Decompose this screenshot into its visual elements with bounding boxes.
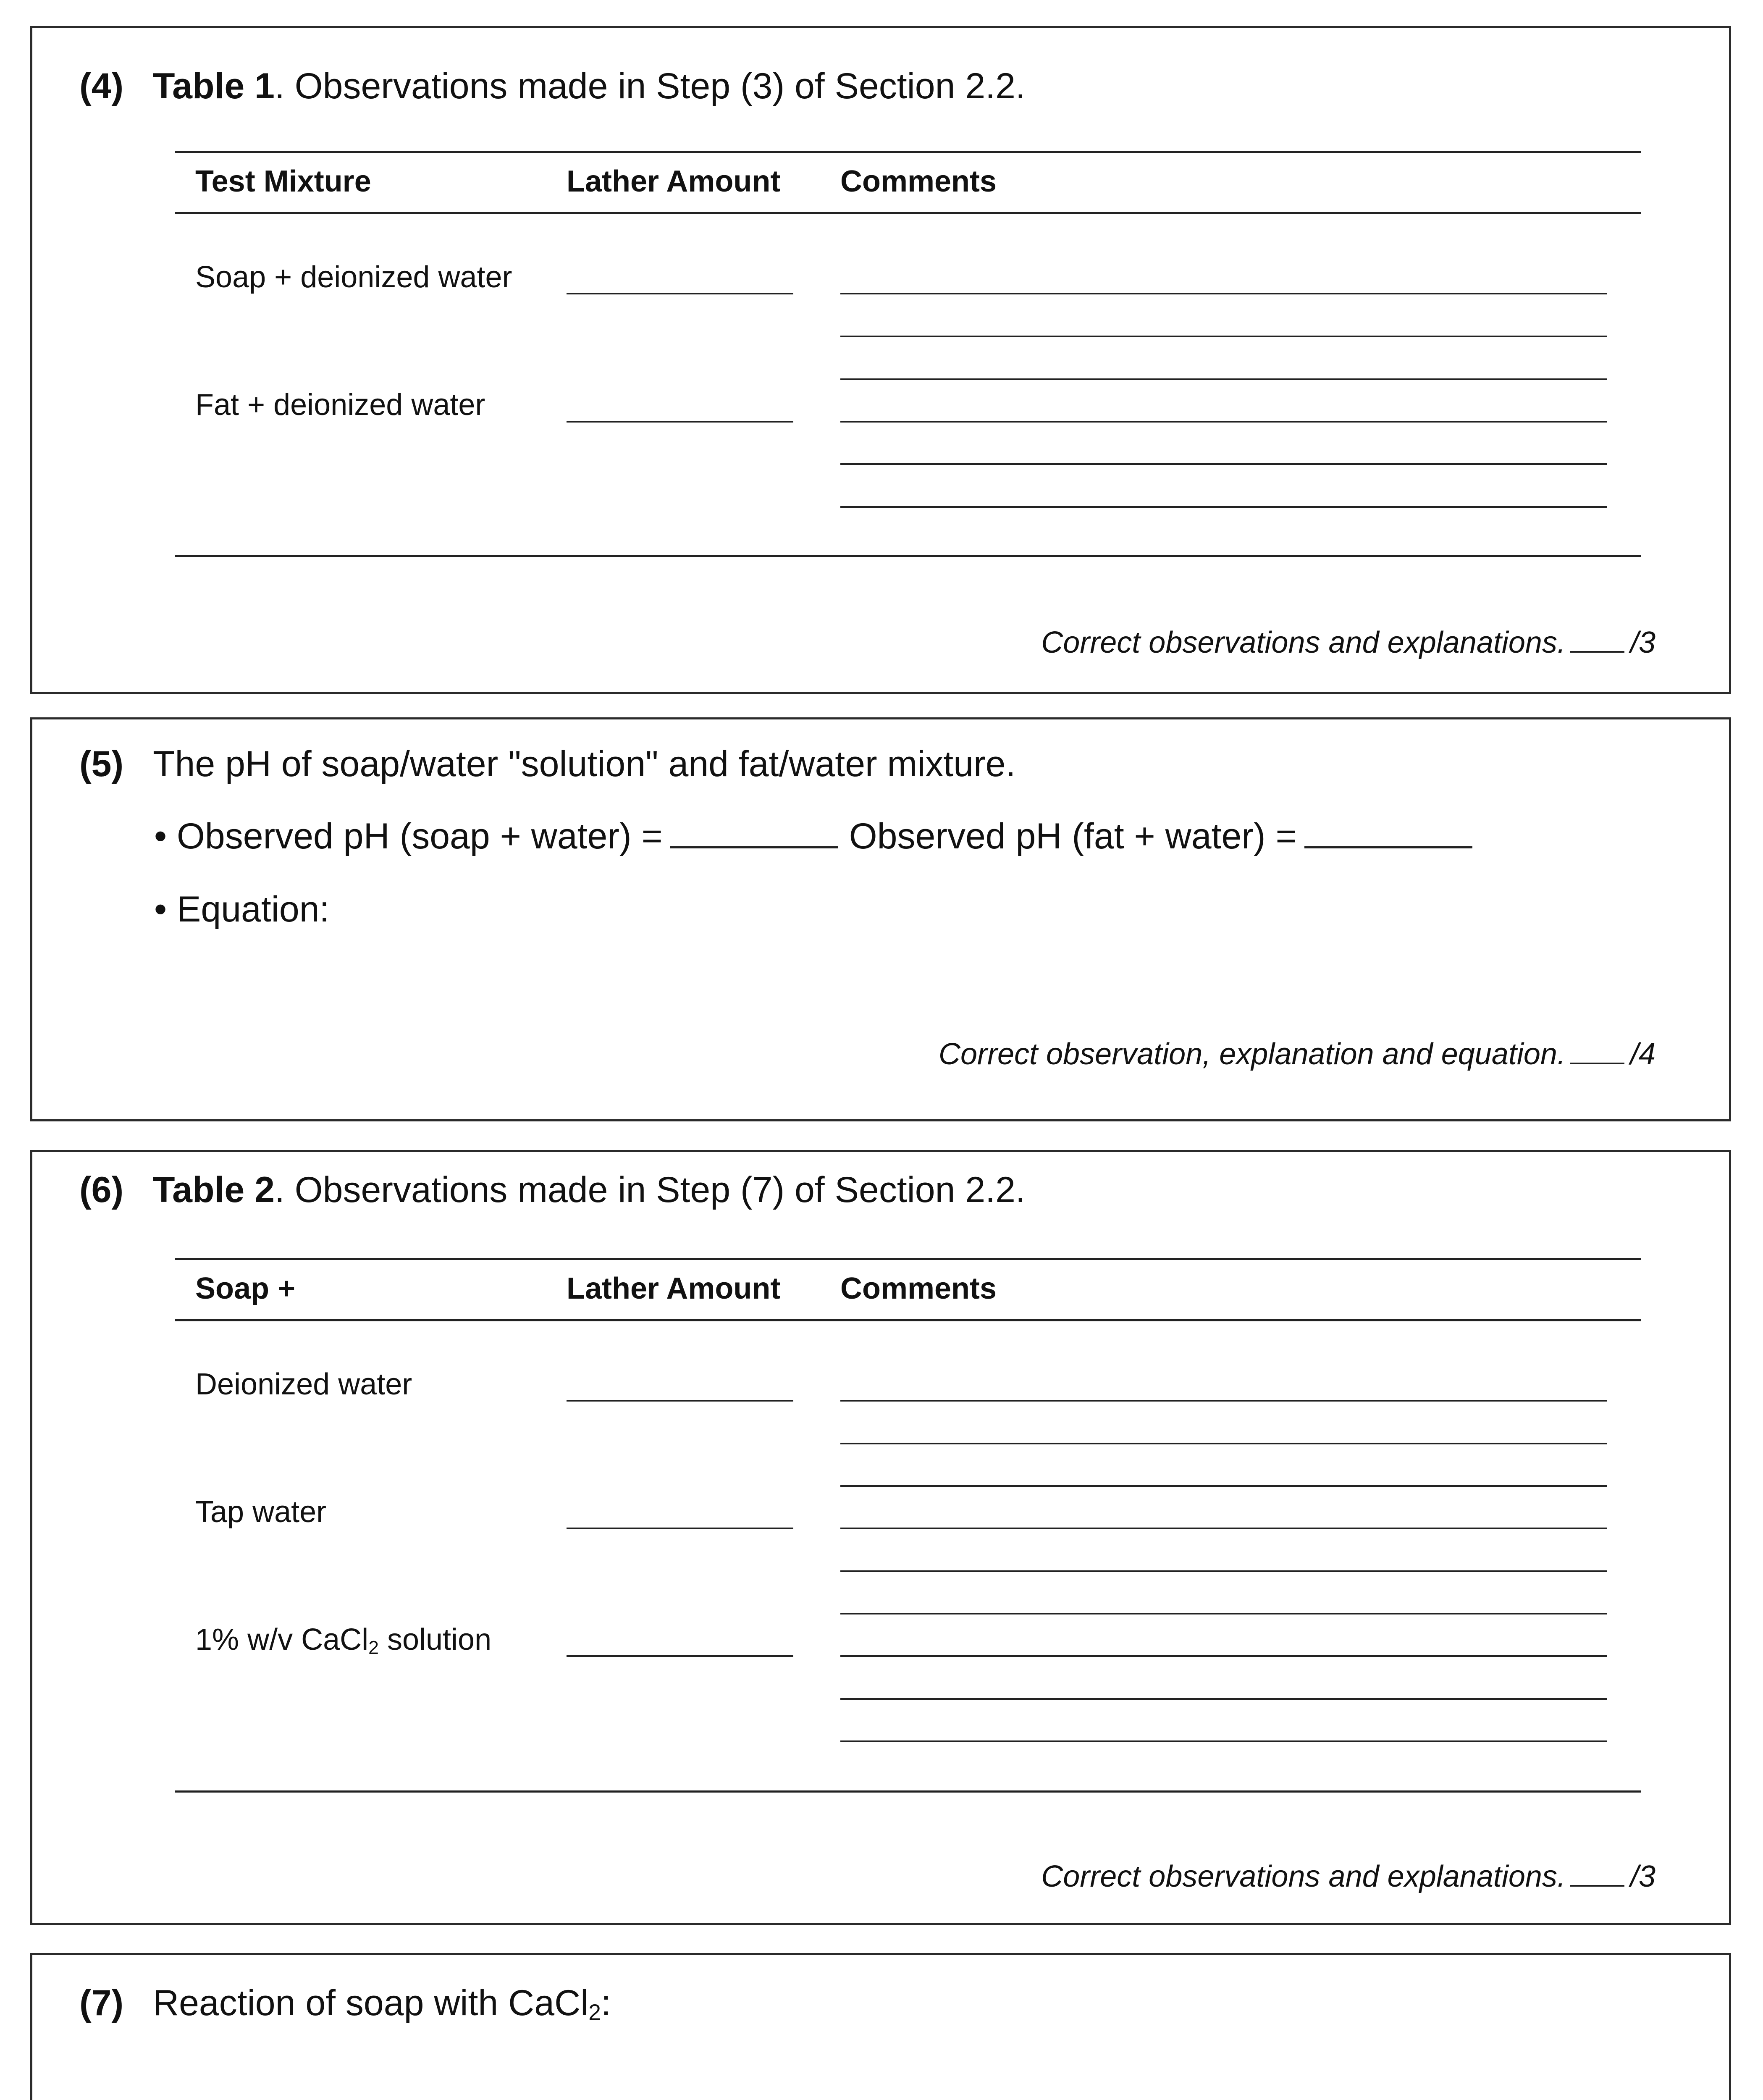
table-top-rule <box>175 1258 1641 1260</box>
comment-line[interactable] <box>840 336 1607 337</box>
ph-soap-blank[interactable] <box>670 817 838 848</box>
score-max: /3 <box>1630 1860 1655 1893</box>
row-label-fat-water: Fat + deionized water <box>195 388 485 422</box>
column-header-comments: Comments <box>840 165 997 198</box>
comment-line[interactable] <box>840 1400 1607 1402</box>
question-7-heading <box>79 1982 611 2024</box>
table-header-rule <box>175 212 1641 214</box>
comment-line[interactable] <box>840 1740 1607 1742</box>
equation-line <box>154 888 329 930</box>
score-blank[interactable] <box>1570 1037 1624 1064</box>
comment-line[interactable] <box>840 1698 1607 1700</box>
table-label: Table 1 <box>153 66 275 106</box>
score-line <box>1041 624 1655 662</box>
table-bottom-rule <box>175 1790 1641 1793</box>
row-label-cacl2-solution: 1% w/v CaCl$_2$ solution <box>195 1623 492 1658</box>
comment-line[interactable] <box>840 1613 1607 1614</box>
lather-amount-blank[interactable] <box>567 1655 793 1657</box>
question-title: The pH of soap/water "solution" and fat/water mixture. <box>153 744 1016 784</box>
table-label: Table 2 <box>153 1170 275 1210</box>
equation-label: Equation: <box>177 889 330 929</box>
bullet: • <box>154 816 167 856</box>
ph-soap-label: Observed pH (soap + water) = <box>177 816 663 856</box>
question-title: Reaction of soap with CaCl$_2$: <box>153 1983 611 2025</box>
row-label-tap-water: Tap water <box>195 1495 327 1529</box>
lather-amount-blank[interactable] <box>567 1528 793 1529</box>
row-label-deionized-water: Deionized water <box>195 1368 412 1401</box>
ph-fat-blank[interactable] <box>1304 817 1472 848</box>
comment-line[interactable] <box>840 1570 1607 1572</box>
ph-observation-line <box>154 815 1483 857</box>
ph-fat-label: Observed pH (fat + water) = <box>849 816 1297 856</box>
score-criteria: Correct observations and explanations. <box>1041 1860 1566 1893</box>
table-caption: . Observations made in Step (7) of Section 2.2. <box>274 1170 1026 1210</box>
question-5-box <box>30 717 1731 1121</box>
table-header-rule <box>175 1319 1641 1321</box>
table-top-rule <box>175 151 1641 153</box>
table-caption: . Observations made in Step (3) of Section 2.2. <box>274 66 1026 106</box>
score-max: /3 <box>1630 626 1655 659</box>
comment-line[interactable] <box>840 506 1607 508</box>
comment-line[interactable] <box>840 1655 1607 1657</box>
score-blank[interactable] <box>1570 1860 1624 1887</box>
question-7-box <box>30 1953 1731 2100</box>
comment-line[interactable] <box>840 1443 1607 1444</box>
question-5-heading <box>79 743 1015 785</box>
bullet: • <box>154 889 167 929</box>
score-max: /4 <box>1630 1037 1655 1071</box>
comment-line[interactable] <box>840 378 1607 380</box>
comment-line[interactable] <box>840 1528 1607 1529</box>
column-header-comments: Comments <box>840 1272 997 1305</box>
score-line <box>939 1035 1655 1073</box>
question-6-box <box>30 1150 1731 1925</box>
question-4-box <box>30 26 1731 694</box>
lather-amount-blank[interactable] <box>567 293 793 294</box>
comment-line[interactable] <box>840 463 1607 465</box>
row-label-soap-water: Soap + deionized water <box>195 260 512 294</box>
question-number: (5) <box>79 744 124 784</box>
score-blank[interactable] <box>1570 626 1624 653</box>
column-header-lather-amount: Lather Amount <box>567 165 781 198</box>
lather-amount-blank[interactable] <box>567 421 793 423</box>
comment-line[interactable] <box>840 1485 1607 1487</box>
question-number: (4) <box>79 66 124 106</box>
table-bottom-rule <box>175 555 1641 557</box>
comment-line[interactable] <box>840 421 1607 423</box>
question-number: (6) <box>79 1170 124 1210</box>
lather-amount-blank[interactable] <box>567 1400 793 1402</box>
question-4-heading <box>79 65 1026 107</box>
question-number: (7) <box>79 1983 124 2023</box>
score-criteria: Correct observations and explanations. <box>1041 626 1566 659</box>
score-criteria: Correct observation, explanation and equation. <box>938 1037 1566 1071</box>
column-header-soap: Soap + <box>195 1272 296 1305</box>
column-header-lather-amount: Lather Amount <box>567 1272 781 1305</box>
comment-line[interactable] <box>840 293 1607 294</box>
score-line <box>1041 1858 1655 1895</box>
column-header-test-mixture: Test Mixture <box>195 165 371 198</box>
question-6-heading <box>79 1169 1026 1211</box>
